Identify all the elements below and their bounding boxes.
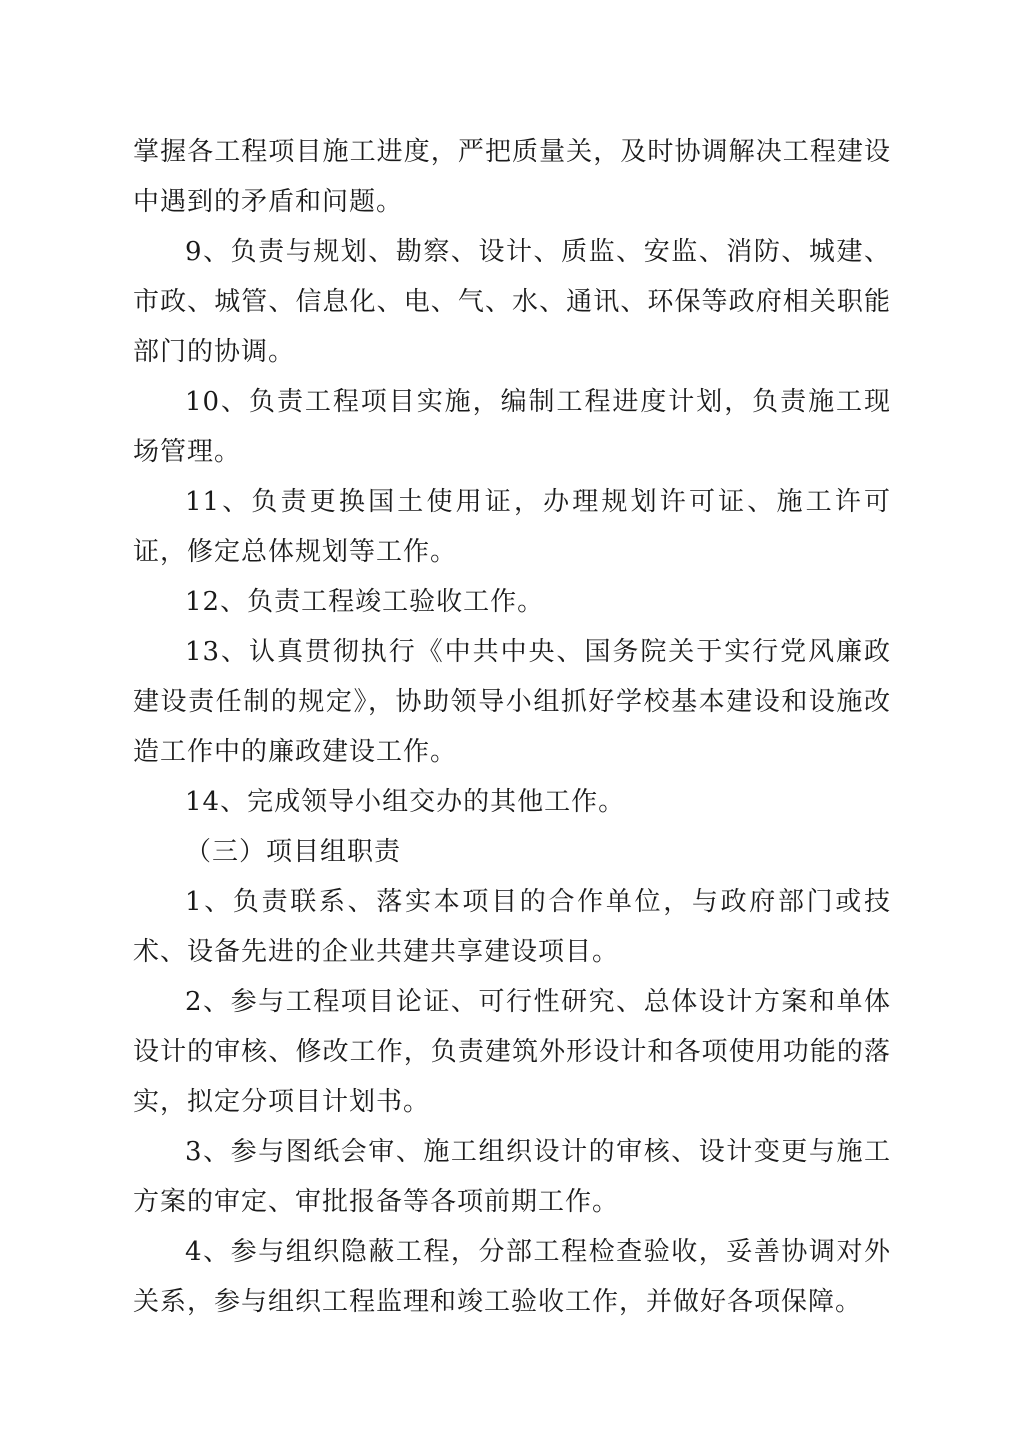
document-body (133, 127, 891, 1327)
section-heading: （三）项目组职责 (185, 837, 402, 867)
paragraph-item-14: 14、完成领导小组交办的其他工作。 (185, 787, 626, 817)
paragraph-item-10: 10、负责工程项目实施，编制工程进度计划，负责施工现场管理。 (133, 387, 891, 467)
paragraph-continuation: 掌握各工程项目施工进度，严把质量关，及时协调解决工程建设中遇到的矛盾和问题。 (133, 137, 891, 217)
paragraph-item-11: 11、负责更换国土使用证，办理规划许可证、施工许可证，修定总体规划等工作。 (133, 487, 891, 567)
paragraph-item-13: 13、认真贯彻执行《中共中央、国务院关于实行党风廉政建设责任制的规定》，协助领导小组抓好学校基本建设和设施改造工作中的廉政建设工作。 (133, 637, 891, 767)
paragraph-item-9: 9、负责与规划、勘察、设计、质监、安监、消防、城建、市政、城管、信息化、电、气、水、通讯、环保等政府相关职能部门的协调。 (133, 237, 891, 367)
paragraph-item-4: 4、参与组织隐蔽工程，分部工程检查验收，妥善协调对外关系，参与组织工程监理和竣工验收工作，并做好各项保障。 (133, 1237, 891, 1317)
paragraph-item-1: 1、负责联系、落实本项目的合作单位，与政府部门或技术、设备先进的企业共建共享建设项目。 (133, 887, 891, 967)
paragraph-item-2: 2、参与工程项目论证、可行性研究、总体设计方案和单体设计的审核、修改工作，负责建筑外形设计和各项使用功能的落实，拟定分项目计划书。 (133, 987, 891, 1117)
paragraph-item-12: 12、负责工程竣工验收工作。 (185, 587, 545, 617)
paragraph-item-3: 3、参与图纸会审、施工组织设计的审核、设计变更与施工方案的审定、审批报备等各项前期工作。 (133, 1137, 891, 1217)
